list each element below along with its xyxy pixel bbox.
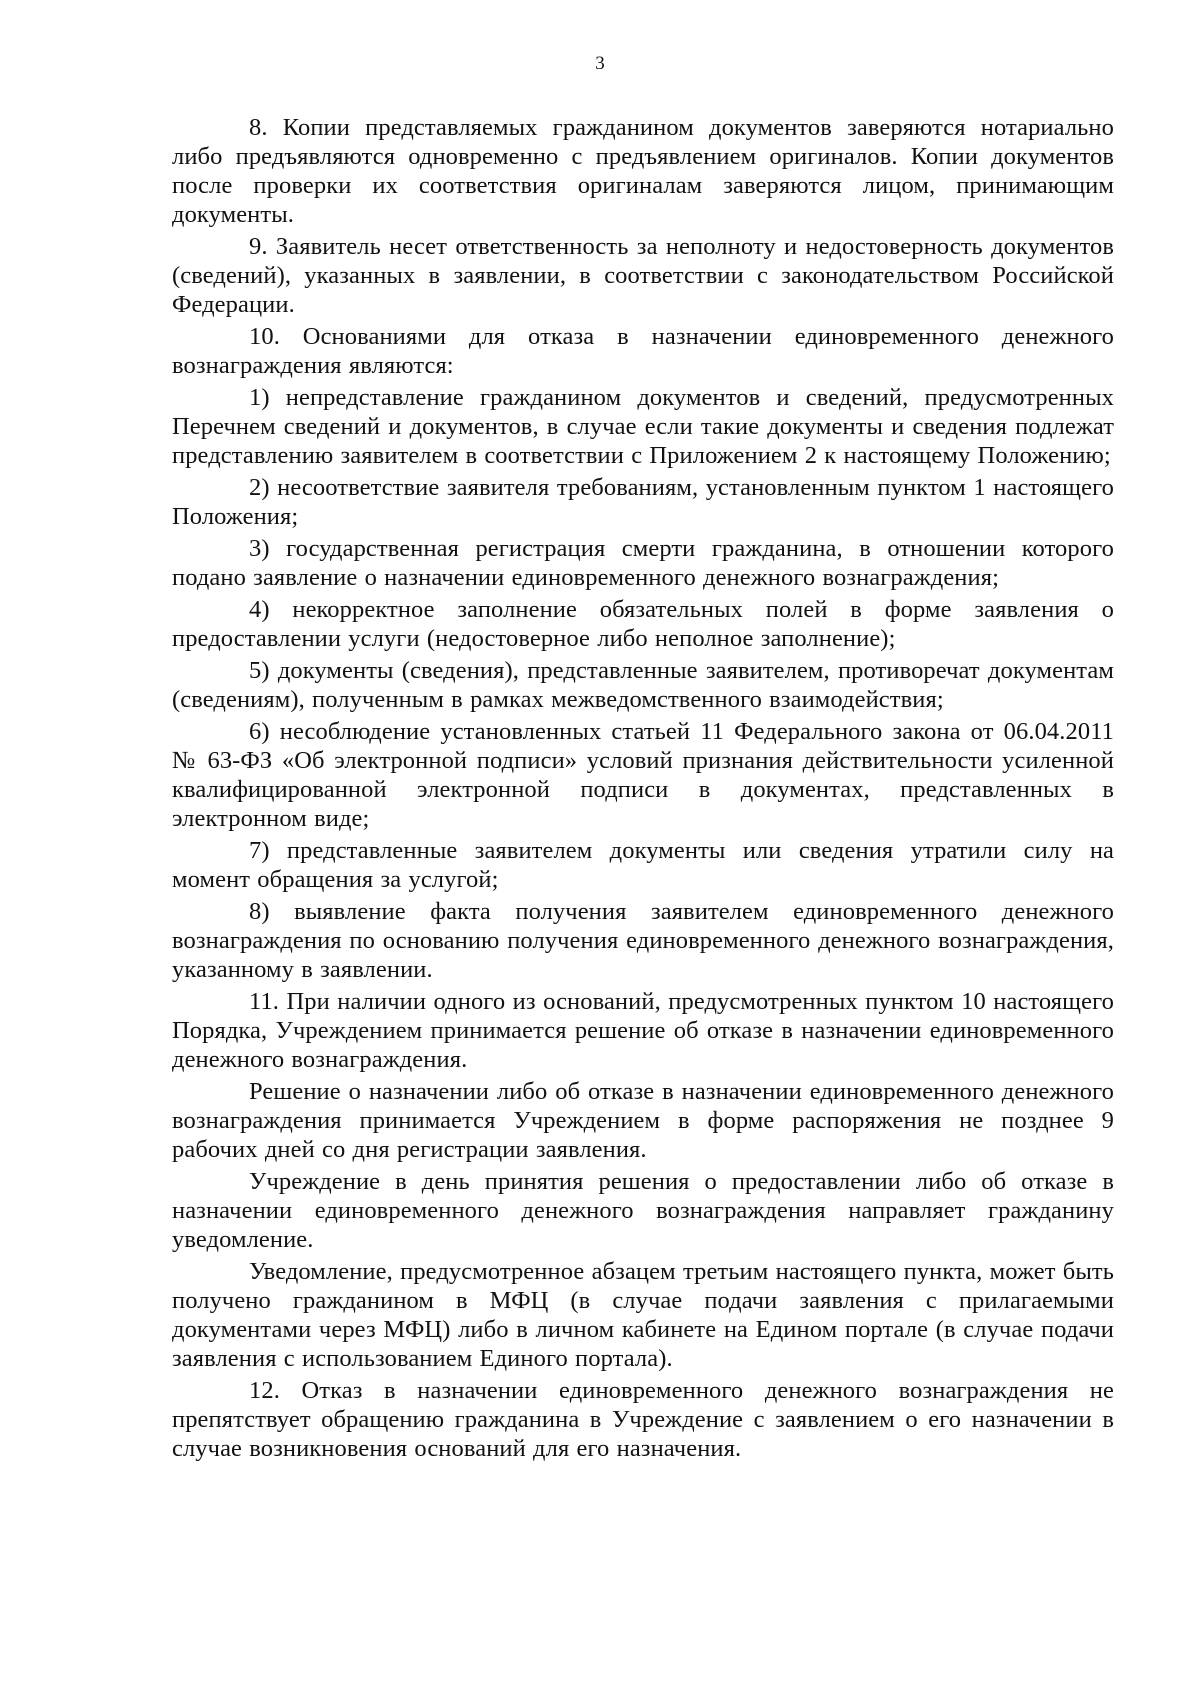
paragraph-12: 12. Отказ в назначении единовременного денежного вознаграждения не препятствует обращению гражданина в Учреждение с заявлением о его назначении в случае возникновения оснований для его назначения.: [172, 1377, 1114, 1462]
paragraph-10-item-1: 1) непредставление гражданином документов и сведений, предусмотренных Перечнем сведений и документов, в случае если такие документы и сведения подлежат представлению заявителем в соответствии с Приложением 2 к настоящему Положению;: [172, 384, 1114, 469]
paragraph-10-item-4: 4) некорректное заполнение обязательных полей в форме заявления о предоставлении услуги (недостоверное либо неполное заполнение);: [172, 596, 1114, 652]
paragraph-8: 8. Копии представляемых гражданином документов заверяются нотариально либо предъявляются одновременно с предъявлением оригиналов. Копии документов после проверки их соответствия оригиналам заверяются лицом, принимающим документы.: [172, 114, 1114, 228]
paragraph-11: 11. При наличии одного из оснований, предусмотренных пунктом 10 настоящего Порядка, Учреждением принимается решение об отказе в назначении единовременного денежного вознаграждения.: [172, 988, 1114, 1073]
paragraph-9: 9. Заявитель несет ответственность за неполноту и недостоверность документов (сведений), указанных в заявлении, в соответствии с законодательством Российской Федерации.: [172, 233, 1114, 318]
paragraph-10-item-8: 8) выявление факта получения заявителем единовременного денежного вознаграждения по основанию получения единовременного денежного вознаграждения, указанному в заявлении.: [172, 898, 1114, 983]
paragraph-10-item-3: 3) государственная регистрация смерти гражданина, в отношении которого подано заявление о назначении единовременного денежного вознаграждения;: [172, 535, 1114, 591]
paragraph-10: 10. Основаниями для отказа в назначении единовременного денежного вознаграждения являются:: [172, 323, 1114, 379]
paragraph-11-notification: Учреждение в день принятия решения о предоставлении либо об отказе в назначении единовременного денежного вознаграждения направляет гражданину уведомление.: [172, 1168, 1114, 1253]
paragraph-11-decision: Решение о назначении либо об отказе в назначении единовременного денежного вознаграждения принимается Учреждением в форме распоряжения не позднее 9 рабочих дней со дня регистрации заявления.: [172, 1078, 1114, 1163]
paragraph-10-item-6: 6) несоблюдение установленных статьей 11 Федерального закона от 06.04.2011 № 63-ФЗ «Об электронной подписи» условий признания действительности усиленной квалифицированной электронной подписи в документах, представленных в электронном виде;: [172, 718, 1114, 832]
paragraph-10-item-7: 7) представленные заявителем документы или сведения утратили силу на момент обращения за услугой;: [172, 837, 1114, 893]
document-body: [172, 113, 1114, 1466]
page-number: 3: [595, 53, 605, 74]
paragraph-11-receipt: Уведомление, предусмотренное абзацем третьим настоящего пункта, может быть получено гражданином в МФЦ (в случае подачи заявления с прилагаемыми документами через МФЦ) либо в личном кабинете на Едином портале (в случае подачи заявления с использованием Единого портала).: [172, 1258, 1114, 1372]
paragraph-10-item-2: 2) несоответствие заявителя требованиям, установленным пунктом 1 настоящего Положения;: [172, 474, 1114, 530]
paragraph-10-item-5: 5) документы (сведения), представленные заявителем, противоречат документам (сведениям), полученным в рамках межведомственного взаимодействия;: [172, 657, 1114, 713]
